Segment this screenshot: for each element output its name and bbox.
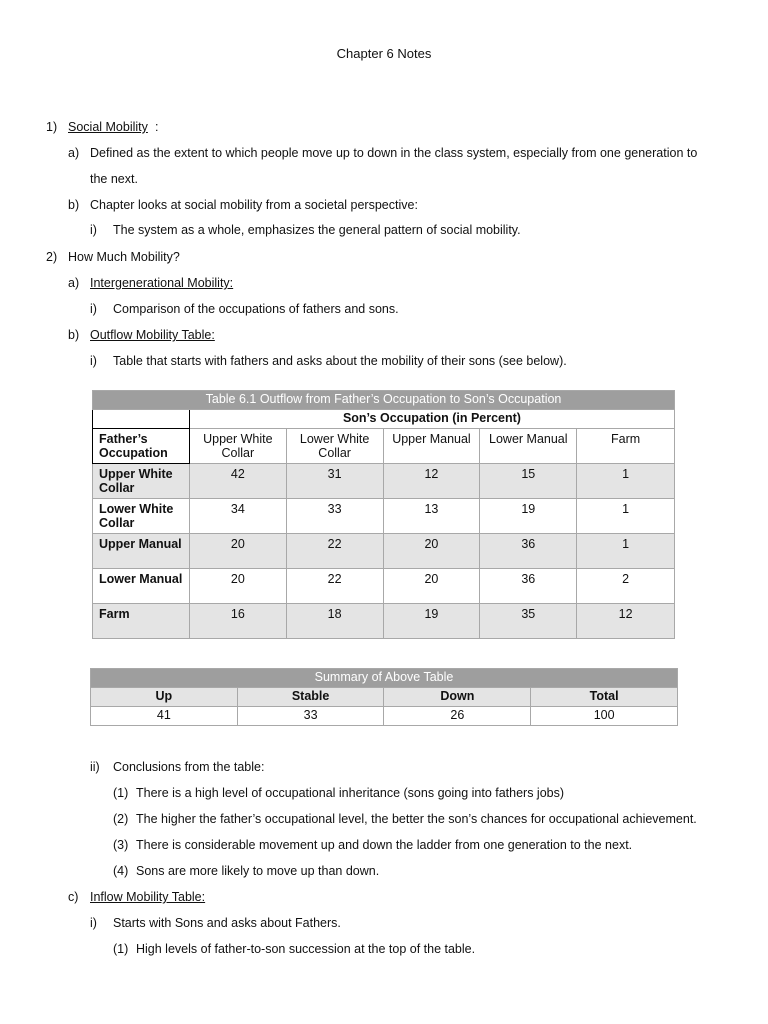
section-1-heading: Social Mobility	[68, 120, 148, 134]
conclusion-number: (1)	[113, 786, 129, 800]
outflow-table	[92, 390, 675, 639]
summary-table	[90, 668, 678, 726]
summary-header: Down	[384, 688, 531, 707]
summary-value: 26	[384, 707, 531, 726]
item-2ai-text: Comparison of the occupations of fathers and sons.	[113, 302, 399, 316]
item-2a-number: a)	[68, 276, 80, 290]
item-1a-line2: the next.	[90, 172, 138, 186]
item-2bii-text: Conclusions from the table:	[113, 760, 265, 774]
item-2ci1-text: High levels of father-to-son succession at the top of the table.	[136, 942, 476, 956]
conclusion-text: There is a high level of occupational inheritance (sons going into fathers jobs)	[136, 786, 565, 800]
item-2b-heading: Outflow Mobility Table:	[90, 328, 215, 342]
item-2ci1-number: (1)	[113, 942, 129, 956]
summary-table-caption: Summary of Above Table	[91, 669, 678, 688]
conclusion-text: There is considerable movement up and down the ladder from one generation to the next.	[136, 838, 633, 852]
item-2ai-number: i)	[90, 302, 97, 316]
empty-header-cell	[93, 410, 190, 429]
conclusion-number: (4)	[113, 864, 129, 878]
summary-value: 41	[91, 707, 238, 726]
conclusion-text: The higher the father’s occupational level, the better the son’s chances for occupational achievement.	[136, 812, 697, 826]
item-1a-number: a)	[68, 146, 80, 160]
colon: :	[155, 120, 159, 134]
summary-header: Total	[531, 688, 678, 707]
column-header: Lower Manual	[480, 429, 577, 464]
column-header: Farm	[577, 429, 675, 464]
summary-value: 100	[531, 707, 678, 726]
summary-value: 33	[237, 707, 384, 726]
item-2c-heading: Inflow Mobility Table:	[90, 890, 206, 904]
conclusion-number: (3)	[113, 838, 129, 852]
conclusion-number: (2)	[113, 812, 129, 826]
item-2bii-number: ii)	[90, 760, 100, 774]
item-1bi-text: The system as a whole, emphasizes the general pattern of social mobility.	[113, 223, 521, 237]
section-1-number: 1)	[46, 120, 58, 134]
item-2a-heading: Intergenerational Mobility:	[90, 276, 234, 290]
item-2bi-text: Table that starts with fathers and asks about the mobility of their sons (see below).	[113, 354, 567, 368]
summary-header: Up	[91, 688, 238, 707]
item-1b-number: b)	[68, 198, 80, 212]
section-2-heading: How Much Mobility?	[68, 250, 180, 264]
sons-occupation-header: Son’s Occupation (in Percent)	[189, 410, 674, 429]
item-2ci-number: i)	[90, 916, 97, 930]
table-row: Lower White Collar 34 33 13 19 1	[93, 499, 675, 534]
section-2-number: 2)	[46, 250, 58, 264]
item-1b-text: Chapter looks at social mobility from a societal perspective:	[90, 198, 418, 212]
column-header: Upper Manual	[383, 429, 480, 464]
fathers-occupation-header: Father’s Occupation	[93, 429, 190, 464]
item-2bi-number: i)	[90, 354, 97, 368]
summary-header: Stable	[237, 688, 384, 707]
table-row: Lower Manual 20 22 20 36 2	[93, 569, 675, 604]
page-title: Chapter 6 Notes	[336, 46, 432, 61]
column-header: Upper White Collar	[189, 429, 286, 464]
conclusion-text: Sons are more likely to move up than down.	[136, 864, 380, 878]
column-header: Lower White Collar	[286, 429, 383, 464]
table-row: Upper Manual 20 22 20 36 1	[93, 534, 675, 569]
outflow-table-caption: Table 6.1 Outflow from Father’s Occupation to Son’s Occupation	[93, 391, 675, 410]
item-2ci-text: Starts with Sons and asks about Fathers.	[113, 916, 341, 930]
item-1a-line1: Defined as the extent to which people move up to down in the class system, especially from one generation to	[90, 146, 698, 160]
table-row: Farm 16 18 19 35 12	[93, 604, 675, 639]
item-2c-number: c)	[68, 890, 79, 904]
item-1bi-number: i)	[90, 223, 97, 237]
table-row: Upper White Collar 42 31 12 15 1	[93, 464, 675, 499]
item-2b-number: b)	[68, 328, 80, 342]
